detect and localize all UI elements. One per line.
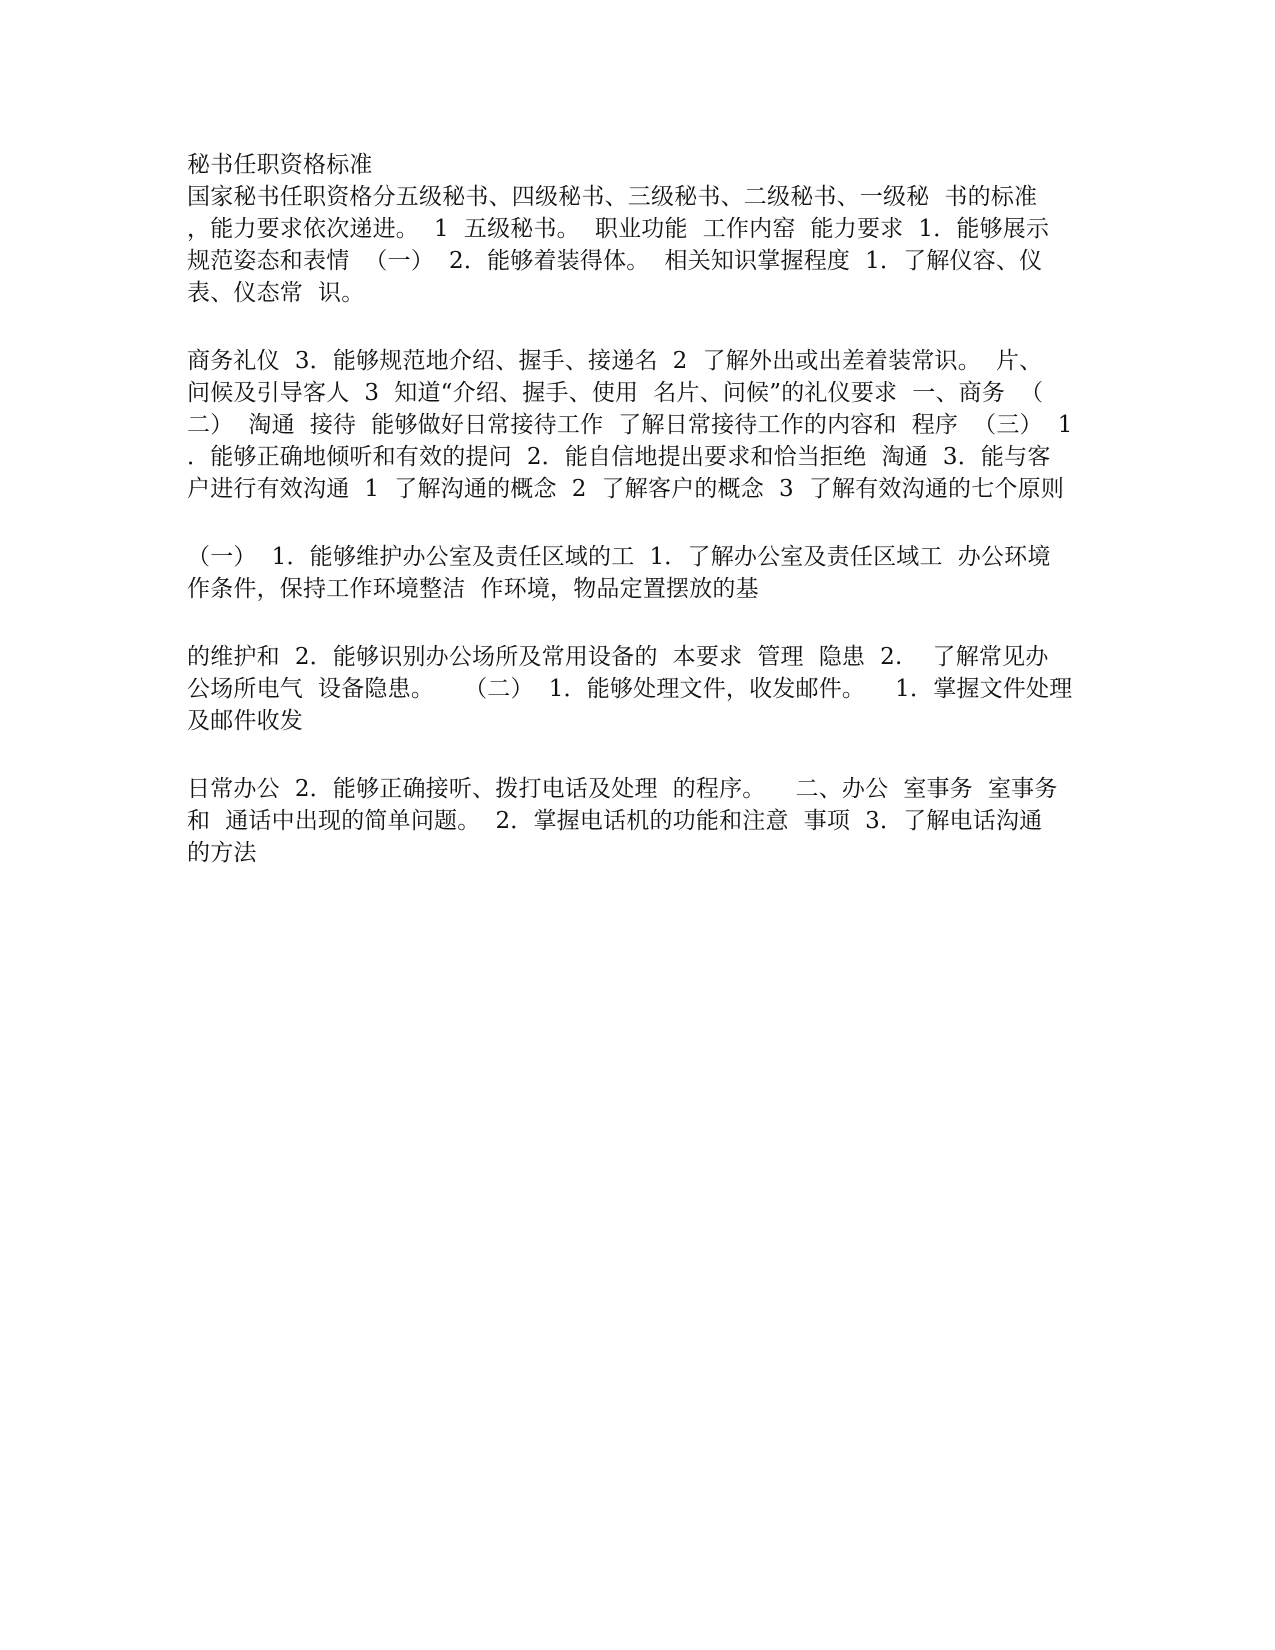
text-line: ．能够正确地倾听和有效的提问 2．能自信地提出要求和恰当拒绝 淘通 3．能与客 — [187, 444, 1051, 470]
paragraph-gap — [187, 309, 1107, 345]
text-line: 国家秘书任职资格分五级秘书、四级秘书、三级秘书、二级秘书、一级秘 书的标准 — [187, 184, 1038, 210]
text-line: 户进行有效沟通 1 了解沟通的概念 2 了解客户的概念 3 了解有效沟通的七个原则 — [187, 476, 1065, 502]
text-line: 表、仪态常 识。 — [187, 280, 365, 306]
text-line: （一） 1．能够维护办公室及责任区域的工 1．了解办公室及责任区域工 办公环境 — [187, 544, 1051, 570]
text-line: 公场所电气 设备隐患。 （二） 1．能够处理文件，收发邮件。 1．掌握文件处理 — [187, 676, 1073, 702]
text-line: 二） 淘通 接待 能够做好日常接待工作 了解日常接待工作的内容和 程序 （三） 1 — [187, 412, 1073, 438]
text-line: 问候及引导客人 3 知道“介绍、握手、使用 名片、问候”的礼仪要求 一、商务 （ — [187, 380, 1044, 406]
text-line: 的方法 — [187, 840, 257, 866]
paragraph-business-etiquette — [187, 345, 1107, 505]
text-line: 日常办公 2．能够正确接听、拨打电话及处理 的程序。 二、办公 室事务 室事务 — [187, 776, 1058, 802]
paragraph-gap — [187, 605, 1107, 641]
paragraph-gap — [187, 505, 1107, 541]
paragraph-office-environment — [187, 541, 1107, 605]
text-line: 和 通话中出现的简单问题。 2．掌握电话机的功能和注意 事项 3．了解电话沟通 — [187, 808, 1043, 834]
text-line: 商务礼仪 3．能够规范地介绍、握手、接递名 2 了解外出或出差着装常识。 片、 — [187, 348, 1043, 374]
text-line: 的维护和 2．能够识别办公场所及常用设备的 本要求 管理 隐患 2. 了解常见办 — [187, 644, 1049, 670]
document-title: 秘书任职资格标准 — [187, 152, 373, 178]
text-line: 作条件，保持工作环境整洁 作环境，物品定置摆放的基 — [187, 576, 759, 602]
paragraph-daily-office — [187, 773, 1107, 869]
text-line: ，能力要求依次递进。 1 五级秘书。 职业功能 工作内窑 能力要求 1．能够展示 — [187, 216, 1050, 242]
text-line: 规范姿态和表情 （一） 2．能够着装得体。 相关知识掌握程度 1．了解仪容、仪 — [187, 248, 1043, 274]
document-body — [187, 149, 1107, 869]
paragraph-gap — [187, 737, 1107, 773]
paragraph-maintenance — [187, 641, 1107, 737]
paragraph-intro — [187, 181, 1107, 309]
text-line: 及邮件收发 — [187, 708, 303, 734]
